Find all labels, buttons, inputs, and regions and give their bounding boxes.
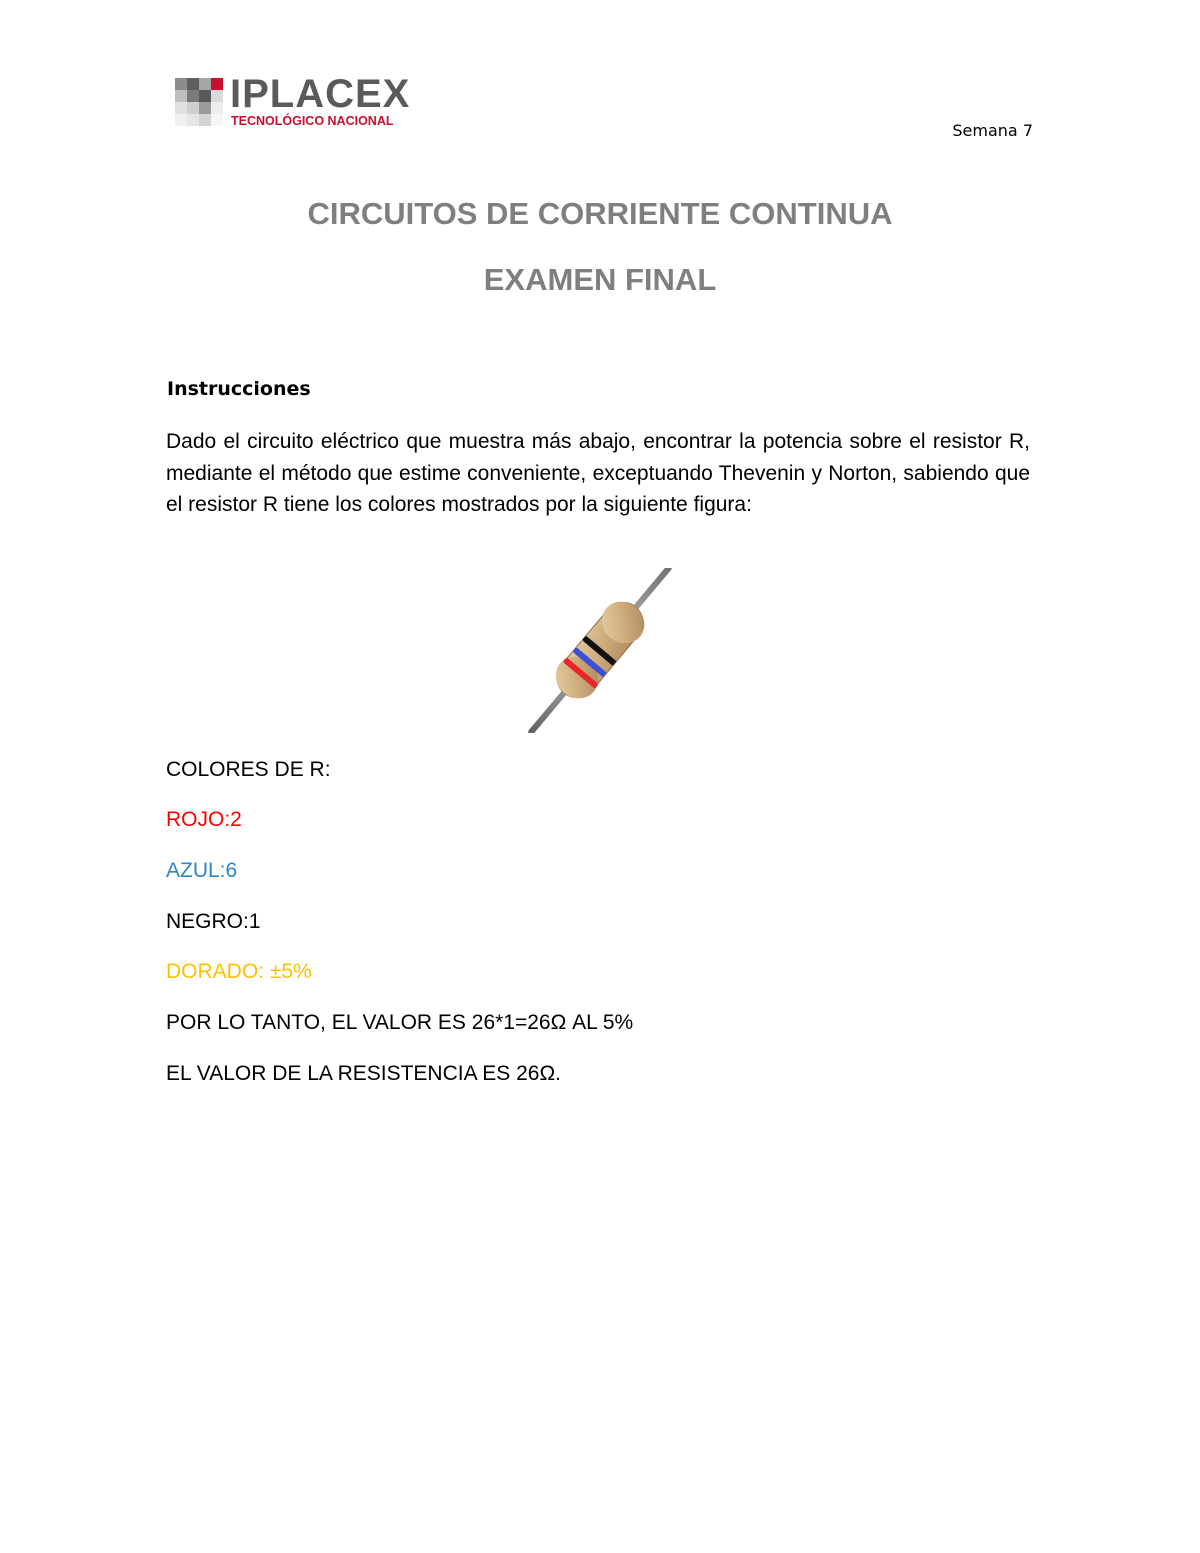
conclusion-line: POR LO TANTO, EL VALOR ES 26*1=26Ω AL 5% [166, 1011, 634, 1034]
colors-heading: COLORES DE R: [166, 758, 331, 781]
band-line-blue: AZUL:6 [166, 859, 238, 882]
band-line-red: ROJO:2 [166, 808, 242, 831]
instructions-heading: Instrucciones [167, 378, 311, 400]
logo-mosaic-icon [175, 78, 223, 126]
instructions-paragraph: Dado el circuito eléctrico que muestra más abajo, encontrar la potencia sobre el resistor R, mediante el método que estime conveniente, exceptuando Thevenin y Norton, sabiendo que el resistor R tiene los colores mostrados por la siguiente figura: [166, 430, 1030, 516]
week-label: Semana 7 [952, 121, 1033, 140]
exam-title: EXAMEN FINAL [483, 262, 717, 297]
resistor-icon [505, 568, 695, 733]
course-title: CIRCUITOS DE CORRIENTE CONTINUA [307, 196, 893, 231]
logo-name: IPLACEX [230, 72, 411, 116]
result-line: EL VALOR DE LA RESISTENCIA ES 26Ω. [166, 1062, 562, 1085]
iplacex-logo [175, 72, 415, 130]
band-line-black: NEGRO:1 [166, 910, 261, 933]
logo-tagline: TECNOLÓGICO NACIONAL [231, 114, 394, 128]
band-line-gold: DORADO: ±5% [166, 960, 312, 983]
